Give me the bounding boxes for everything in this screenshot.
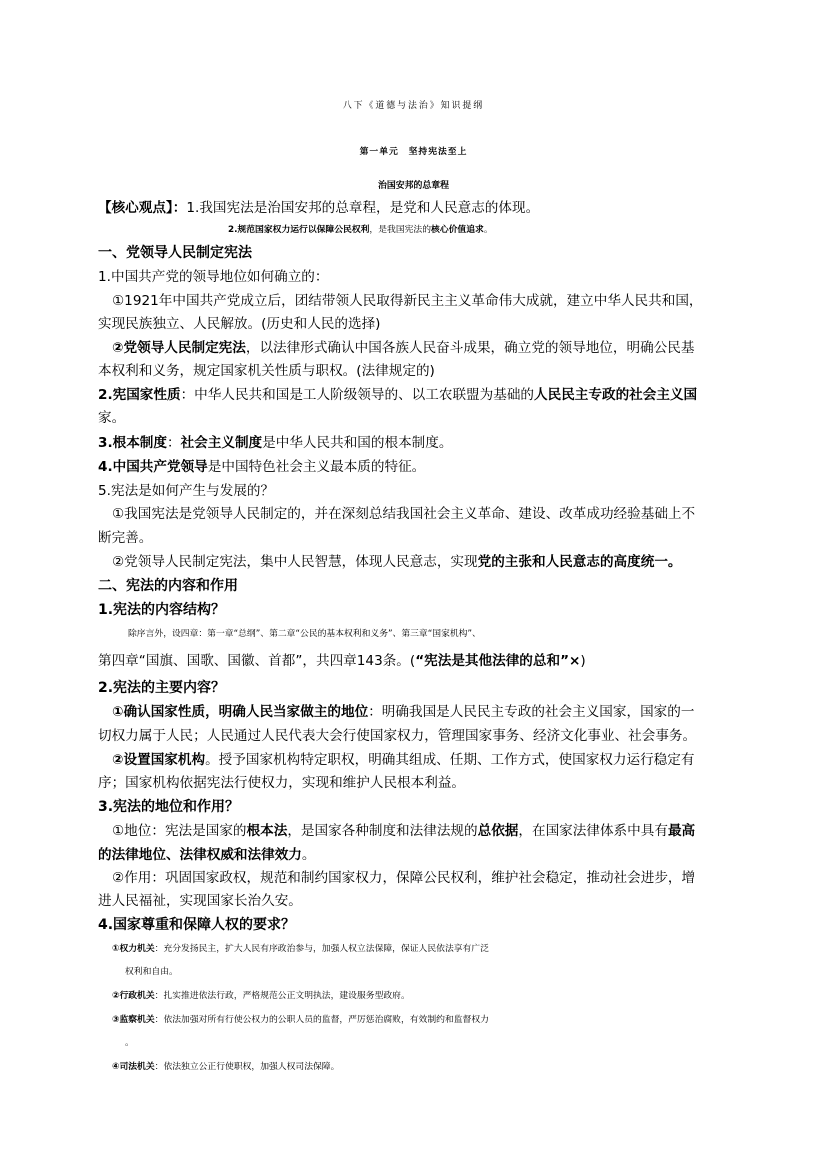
- sec1-q5-a-line2: 断完善。: [98, 530, 153, 546]
- sec1-q1-b-bold: ②党领导人民制定宪法: [112, 340, 246, 356]
- lesson-title: 治国安邦的总章程: [378, 181, 449, 191]
- sec2-q4-d-bold: ④司法机关: [112, 1062, 155, 1072]
- core-point-1-text: 1.我国宪法是治国安邦的总章程，是党和人民意志的体现。: [186, 200, 540, 216]
- sec2-q1-line2-bold: “宪法是其他法律的总和”×: [415, 653, 581, 669]
- core-point-1: [98, 198, 743, 218]
- sec1-q3: [98, 433, 743, 453]
- sec2-q4-c-text: ：依法加强对所有行使公权力的公职人员的监督，严厉惩治腐败，有效制约和监督权力: [154, 1015, 489, 1025]
- sec2-q4-a-line2: 权利和自由。: [125, 967, 178, 977]
- sec2-q2-b-text: 。授予国家机构特定职权，明确其组成、任期、工作方式，使国家权力运行稳定有: [205, 752, 695, 768]
- sec2-q4-b-text: ：扎实推进依法行政，严格规范公正文明执法，建设服务型政府。: [154, 991, 410, 1001]
- sec2-q4-c-bold: ③监察机关: [112, 1015, 155, 1025]
- sec2-q2-a-text: ：明确我国是人民民主专政的社会主义国家，国家的一: [368, 704, 695, 720]
- sec2-q2-a-line1: [112, 702, 742, 722]
- sec1-q5-b: [112, 552, 742, 572]
- sec2-q2: 2.宪法的主要内容？: [98, 680, 226, 696]
- sec1-q3-bold: 3.根本制度: [98, 435, 167, 451]
- sec2-q4-a-line1: [112, 939, 757, 959]
- sec2-q2-b-bold: ②设置国家机构: [112, 752, 206, 768]
- sec2-q4-d: [112, 1057, 757, 1077]
- document-title: 八下《道德与法治》知识提纲: [342, 101, 485, 111]
- sec1-q1-a-line2: 实现民族独立、人民解放。(历史和人民的选择): [98, 316, 381, 332]
- sec2-q4: 4.国家尊重和保障人权的要求？: [98, 917, 296, 933]
- sec2-q4-b: [112, 986, 757, 1006]
- sec2-q1: 1.宪法的内容结构？: [98, 602, 226, 618]
- sec2-q3-a-b2: 总依据: [477, 823, 519, 839]
- sec2-q4-a-text: ：充分发扬民主，扩大人民有序政治参与，加强人权立法保障，保证人民依法享有广泛: [154, 944, 489, 954]
- sec2-q1-line1: 除序言外，设四章：第一章“总纲”、第二章“公民的基本权利和义务”、第三章“国家机构”、: [128, 629, 481, 639]
- section-1-heading: 一、党领导人民制定宪法: [98, 245, 252, 261]
- sec2-q3-a-line2-bold: 的法律地位、法律权威和法律效力: [98, 847, 302, 863]
- sec1-q1-a-line1: ①1921年中国共产党成立后，团结带领人民取得新民主主义革命伟大成就，建立中华人民共和国，: [112, 293, 703, 309]
- sec2-q3-a-b3: 最高: [667, 823, 696, 839]
- sec2-q2-a-line2: 切权力属于人民；人民通过人民代表大会行使国家权力，管理国家事务、经济文化事业、社会事务。: [98, 728, 697, 744]
- sec1-q5-a-line1: ①我国宪法是党领导人民制定的，并在深刻总结我国社会主义革命、建设、改革成功经验基础上不: [112, 506, 696, 522]
- section-2-heading: 二、宪法的内容和作用: [98, 578, 238, 594]
- sec2-q3-a-pre: ①地位：宪法是国家的: [112, 823, 247, 839]
- sec2-q3-a-line1: [112, 821, 742, 841]
- sec2-q3-b-line1: ②作用：巩固国家政权，规范和制约国家权力，保障公民权利，维护社会稳定，推动社会进步，增: [112, 870, 696, 886]
- sec1-q2-line1: [98, 385, 743, 405]
- sec1-q2-bold: 2.宪国家性质: [98, 387, 181, 403]
- sec2-q4-d-text: ：依法独立公正行使职权，加强人权司法保障。: [154, 1062, 340, 1072]
- sec2-q4-a-bold: ①权力机关: [112, 944, 155, 954]
- sec1-q2-text: ：中华人民共和国是工人阶级领导的、以工农联盟为基础的: [180, 387, 535, 403]
- sec2-q3: 3.宪法的地位和作用？: [98, 799, 240, 815]
- sec2-q4-b-bold: ②行政机关: [112, 991, 155, 1001]
- sec2-q1-line2-end: ): [580, 653, 586, 669]
- sec2-q3-a-mid2: ，在国家法律体系中具有: [518, 823, 668, 839]
- sec2-q3-a-line2: [98, 845, 743, 865]
- sec2-q2-b-line1: [112, 750, 742, 770]
- sec1-q4-text: 是中国特色社会主义最本质的特征。: [207, 459, 426, 475]
- sec1-q2-line2: 家。: [98, 410, 126, 426]
- sec2-q1-line2-text: 第四章“国旗、国歌、国徽、首都”，共四章143条。(: [98, 653, 416, 669]
- sec1-q4-bold: 4.中国共产党领导: [98, 459, 208, 475]
- sec1-q1-b-line2: 本权利和义务，规定国家机关性质与职权。(法律规定的): [98, 363, 435, 379]
- core-label: 【核心观点】：: [98, 200, 187, 216]
- sec2-q2-b-line2: 序；国家机构依据宪法行使权力，实现和维护人民根本利益。: [98, 775, 466, 791]
- sec1-q3-bold2: 社会主义制度: [180, 435, 263, 451]
- sec1-q5-b-text: ②党领导人民制定宪法，集中人民智慧，体现人民意志，实现: [112, 554, 478, 570]
- sec2-q3-a-line2-end: 。: [301, 847, 316, 863]
- sec2-q3-a-mid: ，是国家各种制度和法律法规的: [287, 823, 478, 839]
- sec1-q4: [98, 457, 743, 477]
- sec1-q2-bold2: 人民民主专政的社会主义国: [534, 387, 698, 403]
- sec1-q1-b-line1: [112, 338, 742, 358]
- sec1-q3-text: 是中华人民共和国的根本制度。: [262, 435, 453, 451]
- sec2-q1-line2: [98, 651, 743, 671]
- sec1-q1: 1.中国共产党的领导地位如何确立的：: [98, 269, 329, 285]
- sec1-q3-mid: ：: [167, 435, 181, 451]
- sec2-q3-a-b1: 根本法: [246, 823, 288, 839]
- core-point-2: [228, 220, 827, 240]
- sec2-q2-a-bold: ①确认国家性质，明确人民当家做主的地位: [112, 704, 369, 720]
- sec2-q4-c-line1: [112, 1010, 757, 1030]
- core-point-2-end: 。: [483, 225, 493, 235]
- sec2-q3-b-line2: 进人民福祉，实现国家长治久安。: [98, 893, 302, 909]
- unit-title: 第一单元 坚持宪法至上: [359, 147, 468, 157]
- sec1-q1-b-text: ，以法律形式确认中国各族人民奋斗成果，确立党的领导地位，明确公民基: [245, 340, 695, 356]
- sec1-q5: 5.宪法是如何产生与发展的？: [98, 483, 275, 499]
- sec2-q4-c-line2: 。: [125, 1038, 134, 1048]
- sec1-q5-b-bold: 党的主张和人民意志的高度统一。: [477, 554, 682, 570]
- core-point-2-bold: 2.规范国家权力运行以保障公民权利: [228, 225, 370, 235]
- core-point-2-mid: ，是我国宪法的: [369, 225, 432, 235]
- core-point-2-bold2: 核心价值追求: [431, 225, 484, 235]
